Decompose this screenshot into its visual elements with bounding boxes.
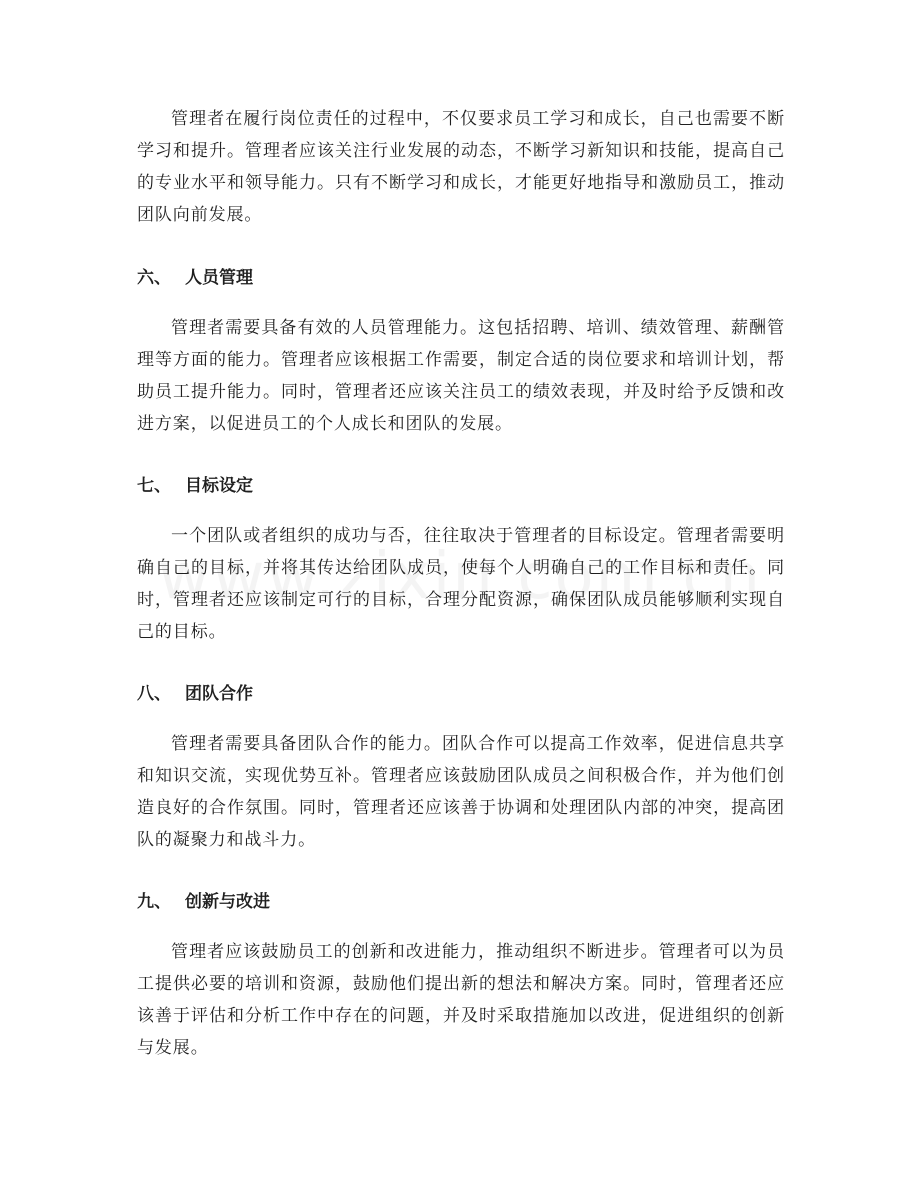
paragraph-continuation: 管理者在履行岗位责任的过程中，不仅要求员工学习和成长，自己也需要不断学习和提升。管理者应该关注行业发展的动态，不断学习新知识和技能，提高自己的专业水平和领导能力。只有不断学习和成长，才能更好地指导和激励员工，推动团队向前发展。 (137, 109, 785, 225)
paragraph-teamwork: 管理者需要具备团队合作的能力。团队合作可以提高工作效率，促进信息共享和知识交流，实现优势互补。管理者应该鼓励团队成员之间积极合作，并为他们创造良好的合作氛围。同时，管理者还应该善于协调和处理团队内部的冲突，提高团队的凝聚力和战斗力。 (137, 734, 785, 850)
section-number: 六、 (137, 268, 171, 288)
section-title: 人员管理 (185, 268, 253, 288)
section-number: 八、 (137, 684, 171, 704)
section-number: 七、 (137, 476, 171, 496)
section-number: 九、 (137, 892, 171, 912)
section-heading-9 (137, 890, 270, 914)
section-heading-7 (137, 474, 253, 498)
section-title: 目标设定 (185, 476, 253, 496)
paragraph-innovation: 管理者应该鼓励员工的创新和改进能力，推动组织不断进步。管理者可以为员工提供必要的培训和资源，鼓励他们提出新的想法和解决方案。同时，管理者还应该善于评估和分析工作中存在的问题，并及时采取措施加以改进，促进组织的创新与发展。 (137, 942, 785, 1058)
section-title: 创新与改进 (185, 892, 270, 912)
paragraph-goal-setting: 一个团队或者组织的成功与否，往往取决于管理者的目标设定。管理者需要明确自己的目标，并将其传达给团队成员，使每个人明确自己的工作目标和责任。同时，管理者还应该制定可行的目标，合理分配资源，确保团队成员能够顺利实现自己的目标。 (137, 526, 785, 642)
section-title: 团队合作 (185, 684, 253, 704)
section-heading-6 (137, 266, 253, 290)
section-heading-8 (137, 682, 253, 706)
paragraph-personnel-management: 管理者需要具备有效的人员管理能力。这包括招聘、培训、绩效管理、薪酬管理等方面的能力。管理者应该根据工作需要，制定合适的岗位要求和培训计划，帮助员工提升能力。同时，管理者还应该关注员工的绩效表现，并及时给予反馈和改进方案，以促进员工的个人成长和团队的发展。 (137, 318, 785, 434)
